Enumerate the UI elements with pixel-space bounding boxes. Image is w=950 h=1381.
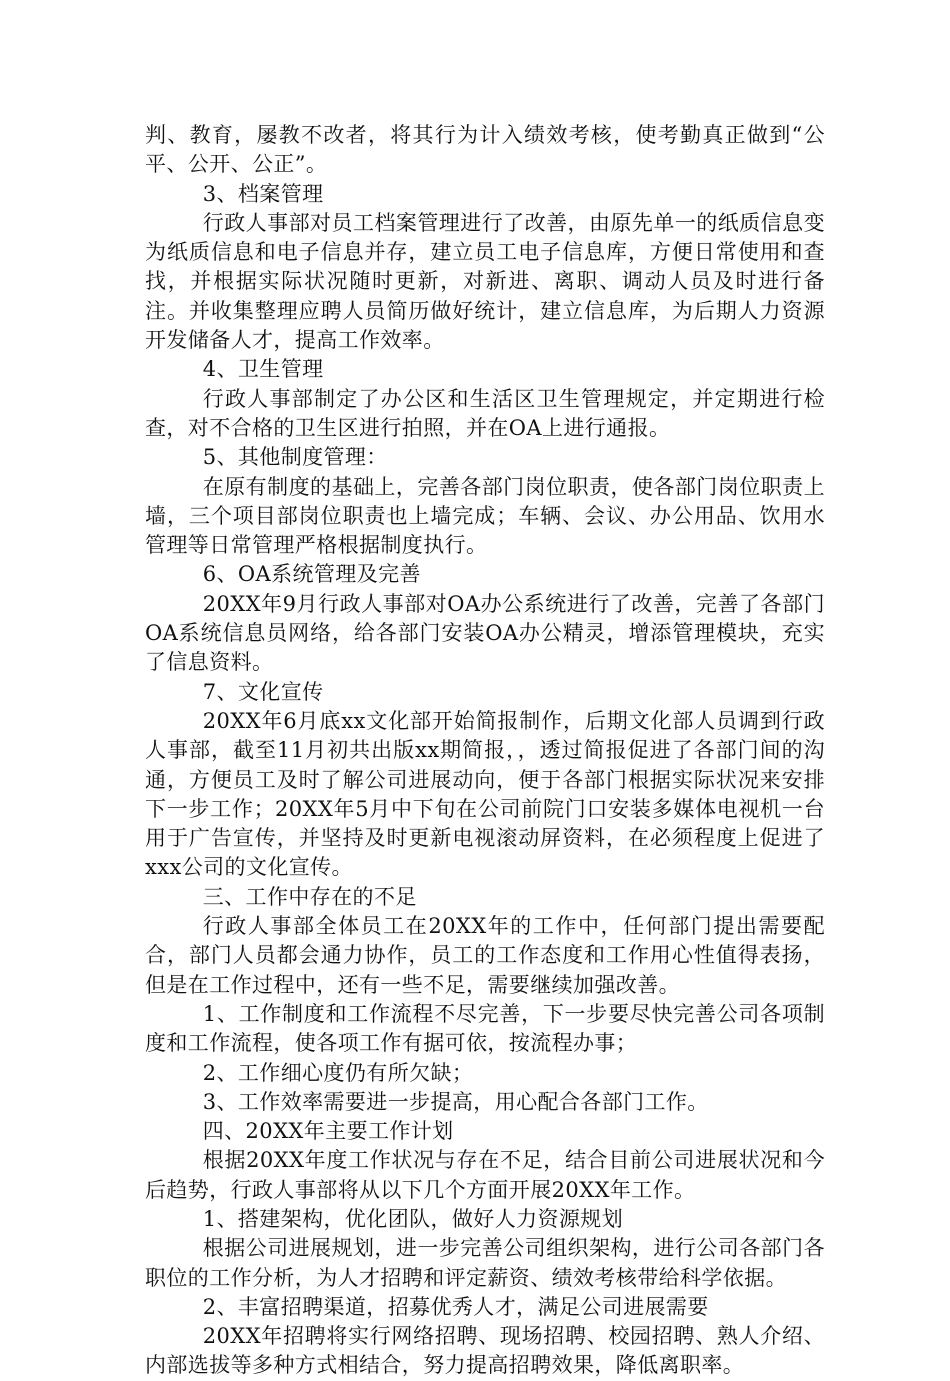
paragraph-archive-management: 行政人事部对员工档案管理进行了改善，由原先单一的纸质信息变为纸质信息和电子信息并存，建立员工电子信息库，方便日常使用和查找，并根据实际状况随时更新，对新进、离职、调动人员及时进行备注。并收集整理应聘人员简历做好统计，建立信息库，为后期人力资源开发储备人才，提高工作效率。 — [145, 210, 825, 353]
paragraph-work-plan: 根据20XX年度工作状况与存在不足，结合目前公司进展状况和今后趋势，行政人事部将从以下几个方面开展20XX年工作。 — [145, 1148, 825, 1202]
paragraph-shortcoming-1: 1、工作制度和工作流程不尽完善，下一步要尽快完善公司各项制度和工作流程，使各项工作有据可依，按流程办事； — [145, 1001, 825, 1056]
paragraph-hygiene-management: 行政人事部制定了办公区和生活区卫生管理规定，并定期进行检查，对不合格的卫生区进行拍照，并在OA上进行通报。 — [145, 386, 825, 440]
document-page — [145, 121, 825, 1381]
heading-hygiene-management: 4、卫生管理 — [202, 357, 324, 382]
paragraph-attendance-end: 判、教育，屡教不改者，将其行为计入绩效考核，使考勤真正做到“公平、公开、公正”。 — [145, 123, 825, 177]
paragraph-plan-recruitment: 20XX年招聘将实行网络招聘、现场招聘、校园招聘、熟人介绍、内部选拔等多种方式相结合，努力提高招聘效果，降低离职率。 — [145, 1324, 825, 1378]
heading-other-rules: 5、其他制度管理： — [202, 445, 388, 470]
heading-shortcomings: 三、工作中存在的不足 — [202, 884, 417, 909]
paragraph-shortcoming-3: 3、工作效率需要进一步提高，用心配合各部门工作。 — [202, 1089, 709, 1114]
heading-plan-structure: 1、搭建架构，优化团队，做好人力资源规划 — [202, 1206, 624, 1231]
paragraph-shortcomings: 行政人事部全体员工在20XX年的工作中，任何部门提出需要配合，部门人员都会通力协作，员工的工作态度和工作用心性值得表扬，但是在工作过程中，还有一些不足，需要继续加强改善。 — [145, 914, 825, 997]
paragraph-oa-system: 20XX年9月行政人事部对OA办公系统进行了改善，完善了各部门OA系统信息员网络，给各部门安装OA办公精灵，增添管理模块，充实了信息资料。 — [145, 591, 825, 675]
heading-plan-recruitment: 2、丰富招聘渠道，招募优秀人才，满足公司进展需要 — [202, 1294, 709, 1319]
heading-culture-promotion: 7、文化宣传 — [202, 679, 324, 704]
paragraph-culture-promotion: 20XX年6月底xx文化部开始简报制作，后期文化部人员调到行政人事部，截至11月初共出版xx期简报，，透过简报促进了各部门间的沟通，方便员工及时了解公司进展动向，便于各部门根据实际状况来安排下一步工作；20XX年5月中下旬在公司前院门口安装多媒体电视机一台用于广告宣传，并坚持及时更新电视滚动屏资料，在必须程度上促进了xxx公司的文化宣传。 — [145, 708, 825, 880]
heading-oa-system: 6、OA系统管理及完善 — [202, 562, 421, 587]
paragraph-other-rules: 在原有制度的基础上，完善各部门岗位职责，使各部门岗位职责上墙，三个项目部岗位职责也上墙完成；车辆、会议、办公用品、饮用水管理等日常管理严格根据制度执行。 — [145, 474, 825, 558]
paragraph-shortcoming-2: 2、工作细心度仍有所欠缺； — [202, 1060, 474, 1085]
heading-archive-management: 3、档案管理 — [202, 181, 324, 206]
heading-work-plan: 四、20XX年主要工作计划 — [202, 1119, 454, 1144]
paragraph-plan-structure: 根据公司进展规划，进一步完善公司组织架构，进行公司各部门各职位的工作分析，为人才招聘和评定薪资、绩效考核带给科学依据。 — [145, 1236, 825, 1290]
